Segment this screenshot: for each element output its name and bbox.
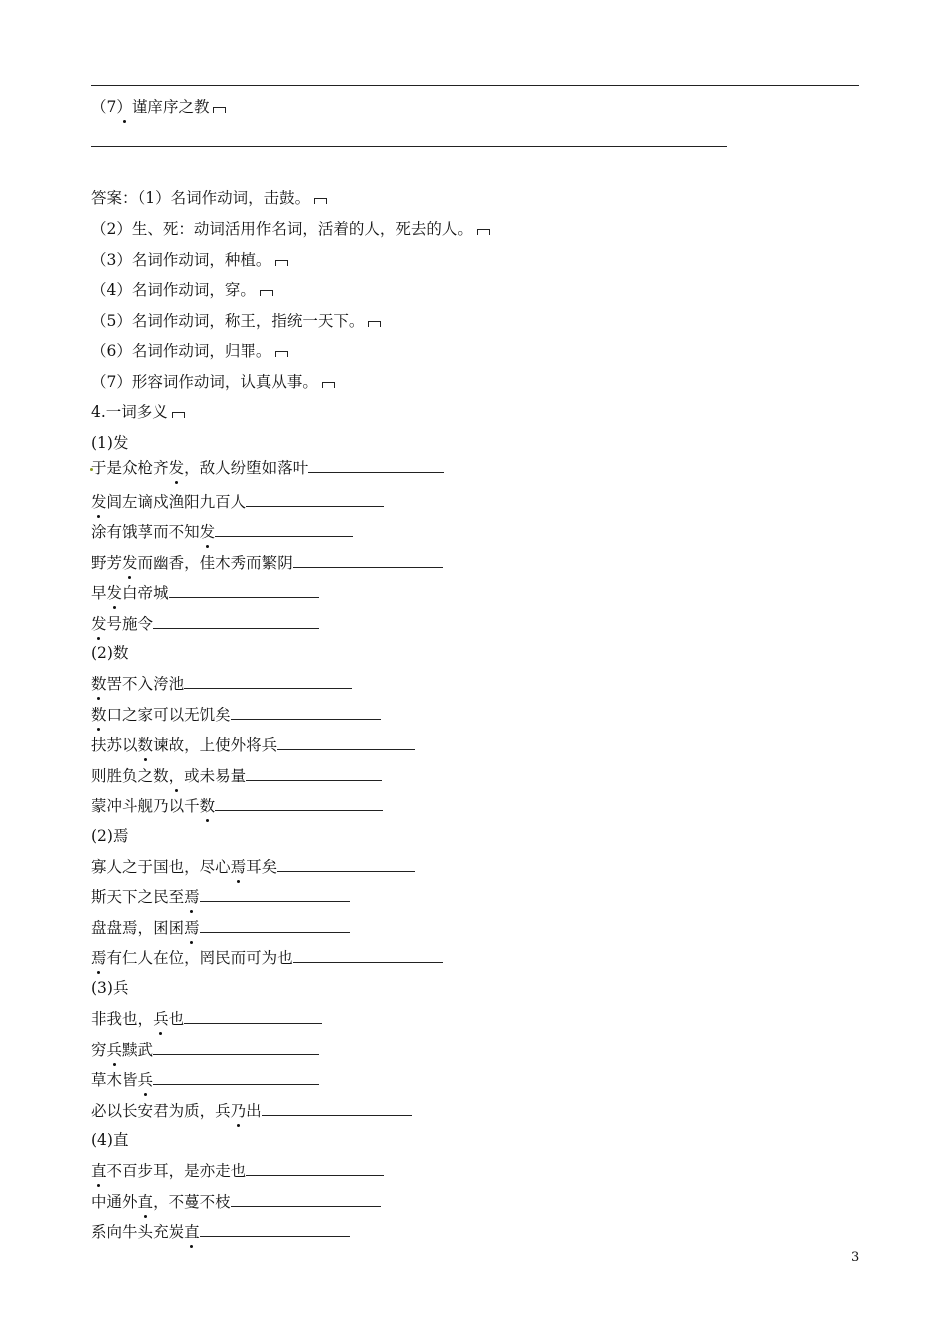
shu-s2-text: 数口之家可以无饥矣 [91,706,231,724]
answer-line-6 [91,341,288,361]
fa-s2-text: 发闾左谪戍渔阳九百人 [91,493,247,511]
shu-s5-text: 蒙冲斗舰乃以千数 [91,797,216,815]
emphasis-dot-char: 兵 [153,1010,169,1028]
answer-blank[interactable] [200,917,350,933]
yan-s4-text: 焉有仁人在位，罔民而可为也 [91,949,293,967]
bracket-mark-icon [275,351,288,357]
emphasis-dot-char: 发 [199,523,216,541]
answer-blank[interactable] [262,1100,412,1116]
answer-line-2 [91,219,490,239]
answer-line-3 [91,250,288,270]
emphasis-dot-char: 发 [91,493,107,511]
bracket-mark-icon [260,290,273,296]
emphasis-dot-char: 焉 [91,949,107,967]
bing-sentence-3 [91,1069,319,1090]
zhi-heading [91,1130,128,1150]
bing-sentence-2 [91,1039,319,1060]
emphasis-dot-char: ） [116,98,132,116]
section-4-title [91,402,185,422]
emphasis-dot-char: ， [168,767,185,785]
bracket-mark-icon [477,229,490,235]
fa-sentence-4 [91,552,443,573]
zhi-sentence-2 [91,1191,381,1212]
bing-s1-text: 非我也，兵也 [91,1010,185,1028]
answer-text-5: （5）名词作动词，称王，指统一天下。 [91,312,365,330]
emphasis-dot-char: 直 [184,1223,200,1241]
fa-heading [91,433,128,453]
bing-heading-text: (3)兵 [91,979,129,997]
section-4-title-text: 4.一词多义 [91,403,168,421]
yan-sentence-4 [91,947,443,968]
emphasis-dot-char: 焉 [230,858,247,876]
bracket-mark-icon [172,412,185,418]
answer-blank[interactable] [153,1039,319,1055]
answer-text-4: （4）名词作动词，穿。 [91,281,256,299]
emphasis-dot-char: 发 [106,584,123,602]
answer-blank[interactable] [215,521,353,537]
fa-sentence-5 [91,582,319,603]
answer-blank[interactable] [246,491,384,507]
fa-s5-text: 早发白帝城 [91,584,169,602]
bing-s3-text: 草木皆兵 [91,1071,154,1089]
fa-s4-text: 野芳发而幽香，佳木秀而繁阴 [91,554,293,572]
answer-text-1: 答案：（1）名词作动词，击鼓。 [91,189,311,207]
emphasis-dot-char: 发 [122,554,138,572]
emphasis-dot-char: 发 [91,615,107,633]
zhi-heading-text: (4)直 [91,1131,129,1149]
answer-text-7: （7）形容词作动词，认真从事。 [91,373,318,391]
shu-sentence-3 [91,734,415,755]
emphasis-dot-char: 焉 [184,919,200,937]
answer-blank[interactable] [153,1069,319,1085]
bing-sentence-4 [91,1100,412,1121]
bing-s4-text: 必以长安君为质，兵乃出 [91,1102,262,1120]
emphasis-dot-char: 焉 [184,888,200,906]
answer-blank[interactable] [308,457,444,473]
fa-s6-text: 发号施令 [91,615,154,633]
yan-s2-text: 斯天下之民至焉 [91,888,200,906]
answer-blank[interactable] [184,1008,322,1024]
answer-text-3: （3）名词作动词，种植。 [91,251,272,269]
yan-s3-text: 盘盘焉，囷囷焉 [91,919,200,937]
answer-blank[interactable] [215,795,383,811]
answer-blank[interactable] [277,734,415,750]
zhi-sentence-3 [91,1221,350,1242]
emphasis-dot-char: 发 [168,459,185,477]
zhi-s1-text: 直不百步耳，是亦走也 [91,1162,247,1180]
answer-blank[interactable] [277,856,415,872]
answer-text-6: （6）名词作动词，归罪。 [91,342,272,360]
fa-sentence-6 [91,613,319,634]
emphasis-dot-char: 直 [91,1162,107,1180]
answer-blank[interactable] [153,613,319,629]
shu-sentence-2 [91,704,381,725]
emphasis-dot-char: 兵 [137,1071,154,1089]
answer-blank[interactable] [231,704,381,720]
item-7-line [91,97,226,117]
fa-sentence-1 [91,457,444,478]
answer-blank[interactable] [293,552,443,568]
shu-sentence-1 [91,673,352,694]
answer-blank[interactable] [246,1160,384,1176]
bing-heading [91,978,128,998]
answer-blank[interactable] [169,582,319,598]
yan-sentence-1 [91,856,415,877]
fa-s3-text: 涂有饿莩而不知发 [91,523,216,541]
emphasis-dot-char: 直 [137,1193,154,1211]
answer-blank[interactable] [246,765,382,781]
fa-sentence-2 [91,491,384,512]
shu-sentence-5 [91,795,383,816]
item-7-text: （7）谨庠序之教 [91,98,210,116]
shu-sentence-4 [91,765,382,786]
emphasis-dot-char: 乃 [230,1102,247,1120]
page-number: 3 [851,1250,860,1265]
answer-blank[interactable] [293,947,443,963]
answer-blank[interactable] [200,1221,350,1237]
emphasis-dot-char: 兵 [106,1041,123,1059]
fa-s1-text: 于是众枪齐发，敌人纷堕如落叶 [91,459,309,477]
yan-sentence-2 [91,886,350,907]
yan-sentence-3 [91,917,350,938]
zhi-sentence-1 [91,1160,384,1181]
zhi-s3-text: 系向牛头充炭直 [91,1223,200,1241]
shu-s4-text: 则胜负之数，或未易量 [91,767,247,785]
bracket-mark-icon [322,382,335,388]
answer-rule [91,146,727,147]
answer-blank[interactable] [231,1191,381,1207]
answer-line-4 [91,280,273,300]
emphasis-dot-char: 数 [91,706,107,724]
shu-heading-text: (2)数 [91,644,129,662]
bracket-mark-icon [314,198,327,204]
answer-line-5 [91,311,381,331]
bracket-mark-icon [213,107,226,113]
bing-sentence-1 [91,1008,322,1029]
yan-heading-text: (2)焉 [91,827,129,845]
emphasis-dot-char: 数 [137,736,154,754]
shu-s3-text: 扶苏以数谏故，上使外将兵 [91,736,278,754]
emphasis-dot-char: 数 [199,797,216,815]
answer-blank[interactable] [200,886,350,902]
answer-text-2: （2）生、死：动词活用作名词，活着的人，死去的人。 [91,220,473,238]
fa-heading-text: (1)发 [91,434,129,452]
bing-s2-text: 穷兵黩武 [91,1041,154,1059]
answer-line-7 [91,372,335,392]
shu-s1-text: 数罟不入洿池 [91,675,185,693]
bracket-mark-icon [368,321,381,327]
yan-s1-text: 寡人之于国也，尽心焉耳矣 [91,858,278,876]
emphasis-dot-char: 数 [91,675,107,693]
yan-heading [91,826,128,846]
answer-line-1 [91,188,327,208]
top-rule [91,85,859,86]
shu-heading [91,643,128,663]
answer-blank[interactable] [184,673,352,689]
zhi-s2-text: 中通外直，不蔓不枝 [91,1193,231,1211]
bracket-mark-icon [275,260,288,266]
fa-sentence-3 [91,521,353,542]
